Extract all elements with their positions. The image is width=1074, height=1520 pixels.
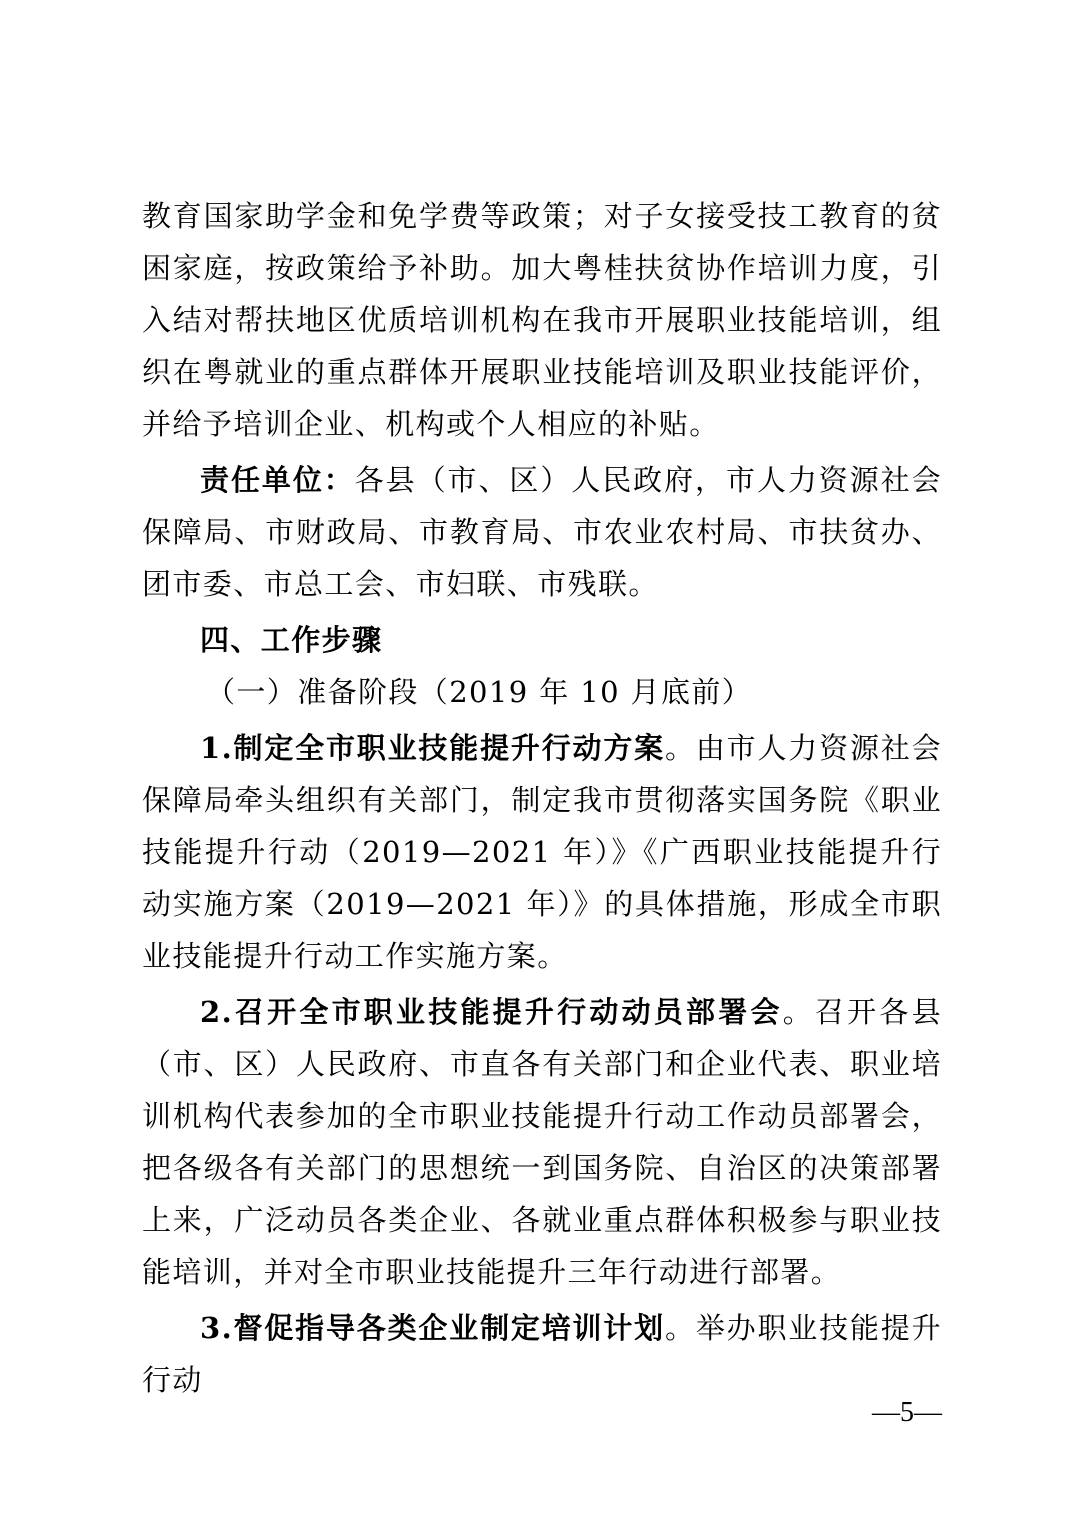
responsibility-label: 责任单位： [200, 463, 355, 497]
item-2-title: 2.召开全市职业技能提升行动动员部署会 [200, 995, 783, 1029]
paragraph-training-subsidy: 教育国家助学金和免学费等政策；对子女接受技工教育的贫困家庭，按政策给予补助。加大粤桂扶贫协作培训力度，引入结对帮扶地区优质培训机构在我市开展职业技能培训，组织在粤就业的重点群体开展职业技能培训及职业技能评价，并给予培训企业、机构或个人相应的补贴。 [142, 199, 942, 441]
paragraph-item-2 [142, 986, 942, 1298]
item-1-title: 1.制定全市职业技能提升行动方案 [200, 731, 666, 765]
page-number: —5— [872, 1397, 942, 1428]
section-heading: 四、工作步骤 [200, 623, 383, 657]
paragraph-item-1 [142, 722, 942, 982]
paragraph-item-3 [142, 1302, 942, 1406]
item-1-text: 。由市人力资源社会保障局牵头组织有关部门，制定我市贯彻落实国务院《职业技能提升行动（2019—2021 年）》《广西职业技能提升行动实施方案（2019—2021 年）》的具体措施，形成全市职业技能提升行动工作实施方案。 [142, 731, 942, 973]
item-3-text: 。举办职业技能提升行动 [142, 1311, 942, 1397]
responsibility-text: 各县（市、区）人民政府，市人力资源社会保障局、市财政局、市教育局、市农业农村局、市扶贫办、团市委、市总工会、市妇联、市残联。 [142, 463, 942, 601]
item-2-text: 。召开各县（市、区）人民政府、市直各有关部门和企业代表、职业培训机构代表参加的全市职业技能提升行动工作动员部署会，把各级各有关部门的思想统一到国务院、自治区的决策部署上来，广泛动员各类企业、各就业重点群体积极参与职业技能培训，并对全市职业技能提升三年行动进行部署。 [142, 995, 942, 1289]
document-body [142, 190, 942, 1406]
paragraph-responsible-units [142, 454, 942, 610]
item-3-title: 3.督促指导各类企业制定培训计划 [200, 1311, 666, 1345]
subsection-heading: （一）准备阶段（2019 年 10 月底前） [206, 675, 753, 709]
